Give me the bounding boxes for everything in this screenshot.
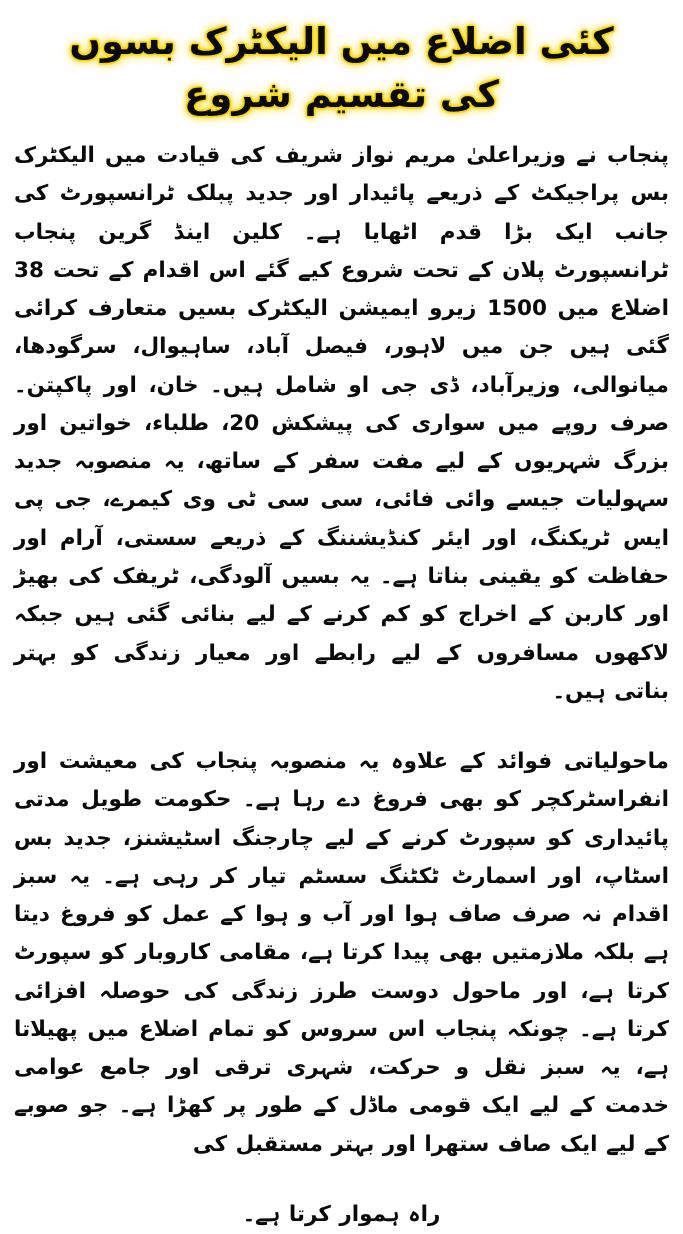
- article-headline: [14, 12, 669, 121]
- article-body: [14, 137, 669, 1234]
- article-paragraph-3: راہ ہموار کرتا ہے۔: [242, 1201, 441, 1227]
- headline-line-1: کئی اضلاع میں الیکٹرک بسوں: [69, 20, 614, 63]
- article-paragraph-1: پنجاب نے وزیراعلیٰ مریم نواز شریف کی قیادت میں الیکٹرک بس پراجیکٹ کے ذریعے پائیدار اور جدید پبلک ٹرانسپورٹ کی جانب ایک بڑا قدم اٹھایا ہے۔ کلین اینڈ گرین پنجاب ٹرانسپورٹ پلان کے تحت شروع کیے گئے اس اقدام کے تحت 38 اضلاع میں 1500 زیرو ایمیشن الیکٹرک بسیں متعارف کرائی گئی ہیں جن میں لاہور، فیصل آباد، ساہیوال، سرگودھا، میانوالی، وزیرآباد، ڈی جی او شامل ہیں۔ خان، اور پاکپتن۔ صرف روپے میں سواری کی پیشکش 20، طلباء، خواتین اور بزرگ شہریوں کے لیے مفت سفر کے ساتھ، یہ منصوبہ جدید سہولیات جیسے وائی فائی، سی سی ٹی وی کیمرے، جی پی ایس ٹریکنگ، اور ایئر کنڈیشننگ کے ذریعے سستی، آرام اور حفاظت کو یقینی بناتا ہے۔ یہ بسیں آلودگی، ٹریفک کی بھیڑ اور کاربن کے اخراج کو کم کرنے کے لیے بنائی گئی ہیں جبکہ لاکھوں مسافروں کے لیے رابطے اور معیار زندگی کو بہتر بناتی ہیں۔: [14, 143, 670, 704]
- article-paragraph-2: ماحولیاتی فوائد کے علاوہ یہ منصوبہ پنجاب کی معیشت اور انفراسٹرکچر کو بھی فروغ دے رہا ہے۔ حکومت طویل مدتی پائیداری کو سپورٹ کرنے کے لیے چارجنگ اسٹیشنز، جدید بس اسٹاپ، اور اسمارٹ ٹکٹنگ سسٹم تیار کر رہی ہے۔ یہ سبز اقدام نہ صرف صاف ہوا اور آب و ہوا کے عمل کو فروغ دیتا ہے بلکہ ملازمتیں بھی پیدا کرتا ہے، مقامی کاروبار کو سپورٹ کرتا ہے، اور ماحول دوست طرز زندگی کی حوصلہ افزائی کرتا ہے۔ چونکہ پنجاب اس سروس کو تمام اضلاع میں پھیلاتا ہے، یہ سبز نقل و حرکت، شہری ترقی اور جامع عوامی خدمت کے لیے ایک قومی ماڈل کے طور پر کھڑا ہے۔ جو صوبے کے لیے ایک صاف ستھرا اور بہتر مستقبل کی: [14, 749, 669, 1157]
- headline-line-2: کی تقسیم شروع: [184, 72, 499, 116]
